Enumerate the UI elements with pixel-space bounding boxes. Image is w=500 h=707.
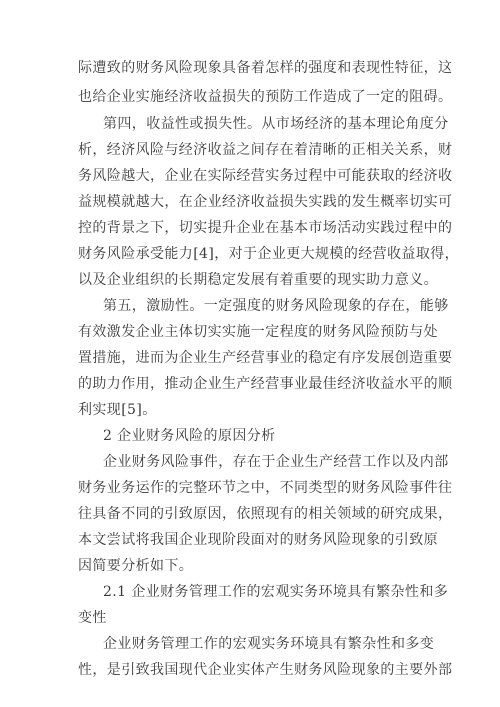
body-text-line: 以及企业组织的长期稳定发展有着重要的现实助力意义。	[78, 272, 438, 288]
body-text-line: 益规模就越大，在企业经济收益损失实践的发生概率切实可	[78, 194, 453, 210]
subsection-heading: 2.1 企业财务管理工作的宏观实务环境具有繁杂性和多	[103, 584, 449, 600]
body-text-line: 的助力作用，推动企业生产经营事业最佳经济收益水平的顺	[78, 376, 453, 392]
section-heading: 2 企业财务风险的原因分析	[103, 428, 276, 444]
paragraph-first-line: 第五，激励性。一定强度的财务风险现象的存在，能够	[103, 298, 449, 314]
body-text-line: 性，是引致我国现代企业实体产生财务风险现象的主要外部	[78, 662, 453, 678]
paragraph-first-line: 企业财务风险事件，存在于企业生产经营工作以及内部	[103, 454, 449, 470]
body-text-line: 有效激发企业主体切实实施一定程度的财务风险预防与处	[78, 324, 438, 340]
paragraph-first-line: 第四，收益性或损失性。从市场经济的基本理论角度分	[103, 116, 449, 132]
body-text-line: 因简要分析如下。	[78, 558, 194, 574]
body-text-line: 控的背景之下，切实提升企业在基本市场活动实践过程中的	[78, 220, 453, 236]
body-text-line: 务风险越大，企业在实际经营实务过程中可能获取的经济收	[78, 168, 453, 184]
body-text-line: 本文尝试将我国企业现阶段面对的财务风险现象的引致原	[78, 532, 438, 548]
body-text-line: 也给企业实施经济收益损失的预防工作造成了一定的阻碍。	[78, 89, 453, 105]
body-text-line: 利实现[5]。	[78, 402, 157, 418]
body-text-line: 际遭致的财务风险现象具备着怎样的强度和表现性特征，这	[78, 60, 453, 76]
subsection-heading-continued: 变性	[78, 610, 107, 626]
paragraph-first-line: 企业财务管理工作的宏观实务环境具有繁杂性和多变	[103, 636, 435, 652]
body-text-line: 财务风险承受能力[4]，对于企业更大规模的经营收益取得，	[78, 246, 460, 262]
body-text-line: 往具备不同的引致原因，依照现有的相关领域的研究成果，	[78, 506, 453, 522]
body-text-line: 置措施，进而为企业生产经营事业的稳定有序发展创造重要	[78, 350, 453, 366]
body-text-line: 析，经济风险与经济收益之间存在着清晰的正相关关系，财	[78, 142, 453, 158]
body-text-line: 财务业务运作的完整环节之中，不同类型的财务风险事件往	[78, 480, 453, 496]
